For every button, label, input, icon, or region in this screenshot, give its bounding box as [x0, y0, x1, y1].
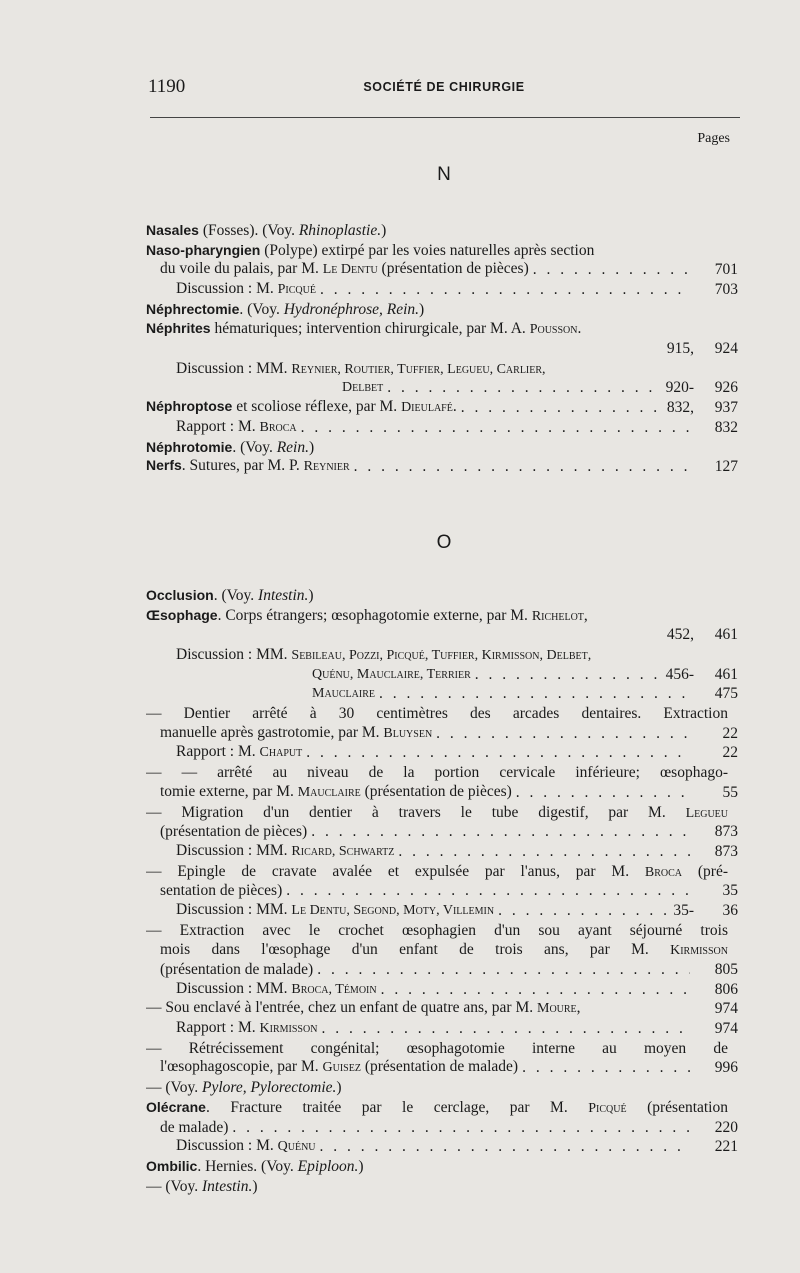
section-letter-o: O — [436, 532, 452, 553]
discussion-continuation: Delbet . . . 920- 926 — [146, 379, 738, 399]
page-refs-line: 452, 461 — [666, 626, 738, 644]
index-entry: Naso-pharyngien (Polype) extirpé par les voies naturelles après section — [146, 241, 595, 259]
page-header — [148, 76, 740, 100]
leader-dots — [529, 260, 690, 280]
sub-entry-continuation: (présentation de malade) . . . 805 — [146, 960, 738, 980]
discussion-line: Discussion : M. Picqué . . . 703 — [146, 280, 738, 300]
index-entry: Occlusion. (Voy. Intestin.) — [146, 587, 314, 604]
index-entry: Ombilic. Hernies. (Voy. Epiploon.) — [146, 1157, 364, 1175]
discussion-line: Discussion : MM. Broca, Témoin . . . 806 — [146, 980, 738, 1000]
discussion-line: Discussion : MM. Le Dentu, Segond, Moty, Villemin . . . 35- 36 — [146, 901, 738, 921]
sub-entry-continuation: mois dans l'œsophage d'un enfant de trois ans, par M. Kirmisson — [160, 941, 728, 959]
index-entry: Néphrotomie. (Voy. Rein.) — [146, 438, 315, 456]
section-letter-n: N — [437, 164, 451, 185]
page-ref: 701 — [714, 261, 738, 279]
sub-entry: — Rétrécissement congénital; œsophagotomie interne au moyen de — [146, 1039, 728, 1057]
sub-entry: — Epingle de cravate avalée et expulsée par l'anus, par M. Broca (pré- — [146, 862, 728, 880]
index-entry: Néphrectomie. (Voy. Hydronéphrose, Rein.) — [146, 300, 425, 318]
discussion-continuation: Quénu, Mauclaire, Terrier . . . 456- 461 — [146, 665, 738, 685]
header-rule — [150, 117, 740, 118]
discussion-line: Discussion : MM. Reynier, Routier, Tuffier, Legueu, Carlier, — [176, 359, 546, 377]
running-title: SOCIÉTÉ DE CHIRURGIE — [363, 80, 525, 94]
sub-entry: — Dentier arrêté à 30 centimètres des arcades dentaires. Extraction — [146, 705, 728, 723]
sub-entry: — (Voy. Pylore, Pylorectomie.) — [146, 1079, 342, 1097]
index-entry: Olécrane. Fracture traitée par le cerclage, par M. Picqué (présentation — [146, 1098, 728, 1116]
index-entry: Néphrites hématuriques; intervention chirurgicale, par M. A. Pousson. — [146, 320, 582, 338]
pages-column-label: Pages — [697, 131, 730, 146]
sub-entry-continuation: (présentation de pièces) . . . 873 — [146, 822, 738, 842]
page-number: 1190 — [148, 76, 186, 97]
discussion-line: Discussion : MM. Sebileau, Pozzi, Picqué, Tuffier, Kirmisson, Delbet, — [176, 646, 592, 664]
index-entry-continuation: du voile du palais, par M. Le Dentu (présentation de pièces) . . . 701 — [146, 260, 738, 280]
discussion-line: Discussion : MM. Ricard, Schwartz . . . 873 — [146, 842, 738, 862]
page-refs-line: 915, 924 — [666, 340, 738, 358]
sub-entry-continuation: manuelle après gastrotomie, par M. Bluysen . . . 22 — [146, 724, 738, 744]
index-entry: Nerfs. Sutures, par M. P. Reynier . . . 127 — [146, 457, 738, 477]
rapport-line: Rapport : M. Kirmisson . . . 974 — [146, 1019, 738, 1039]
sub-entry: — Extraction avec le crochet œsophagien d'un sou ayant séjourné trois — [146, 921, 728, 939]
index-list-o — [146, 586, 738, 1196]
sub-entry: — Sou enclavé à l'entrée, chez un enfant de quatre ans, par M. Moure, 974 — [146, 999, 738, 1018]
index-entry: Néphroptose et scoliose réflexe, par M. Dieulafé. . . . 832, 937 — [146, 398, 738, 418]
sub-entry-continuation: tomie externe, par M. Mauclaire (présentation de pièces) . . . 55 — [146, 783, 738, 803]
sub-entry-continuation: sentation de pièces) . . . 35 — [146, 881, 738, 901]
sub-entry: — (Voy. Intestin.) — [146, 1177, 258, 1195]
discussion-continuation: Mauclaire . . . 475 — [146, 684, 738, 704]
discussion-line: Discussion : M. Quénu . . . 221 — [146, 1137, 738, 1157]
index-entry-continuation: de malade) . . . 220 — [146, 1118, 738, 1138]
sub-entry: — Migration d'un dentier à travers le tube digestif, par M. Legueu — [146, 803, 728, 821]
rapport-line: Rapport : M. Broca . . . 832 — [146, 418, 738, 438]
index-entry: Œsophage. Corps étrangers; œsophagotomie externe, par M. Richelot, — [146, 606, 588, 624]
rapport-line: Rapport : M. Chaput . . . 22 — [146, 744, 738, 764]
sub-entry: — — arrêté au niveau de la portion cervicale inférieure; œsophago- — [146, 764, 728, 782]
sub-entry-continuation: l'œsophagoscopie, par M. Guisez (présentation de malade) . . . 996 — [146, 1059, 738, 1079]
index-list-n — [146, 221, 738, 477]
index-entry: Nasales (Fosses). (Voy. Rhinoplastie.) — [146, 222, 387, 239]
